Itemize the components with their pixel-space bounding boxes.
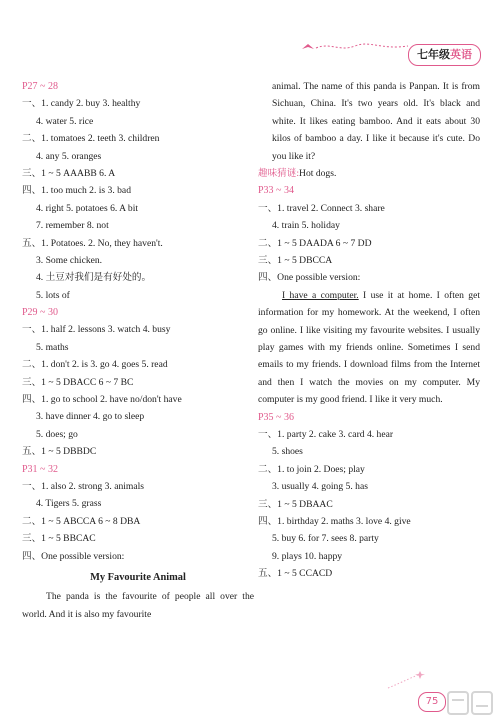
answer-line: 二、1 ~ 5 ABCCA 6 ~ 8 DBA xyxy=(22,515,141,527)
answer-line: 4. 土豆对我们是有好处的。 xyxy=(36,272,152,284)
answer-line: 三、1 ~ 5 DBCCA xyxy=(258,254,333,266)
answer-line: 4. Tigers 5. grass xyxy=(36,498,102,510)
badge-grade: 七年级 xyxy=(417,48,450,61)
section-ref-p33: P33 ~ 34 xyxy=(258,185,294,197)
badge-subject: 英语 xyxy=(450,48,472,61)
essay-paragraph-start: The panda is the favourite of people all over the world. And it is also my favourite xyxy=(22,591,254,620)
essay-paragraph-continued: animal. The name of this panda is Panpan. It is from Sichuan, China. It's two years old. It's black and white. It likes eating bamboo. And it eats about 30 kilos of bamboo a day. I like it because it's cute. Do you like it? xyxy=(272,81,480,162)
section-ref-p29: P29 ~ 30 xyxy=(22,307,58,319)
answer-line: 四、One possible version: xyxy=(258,272,361,284)
answer-line: 四、One possible version: xyxy=(22,550,125,562)
answer-line: 二、1. don't 2. is 3. go 4. goes 5. read xyxy=(22,359,168,371)
answer-line: 三、1 ~ 5 DBACC 6 ~ 7 BC xyxy=(22,376,134,388)
section-ref-p31: P31 ~ 32 xyxy=(22,463,58,475)
section-ref-p27: P27 ~ 28 xyxy=(22,81,58,92)
answer-line: 3. have dinner 4. go to sleep xyxy=(36,411,145,423)
answer-line: 五、1 ~ 5 DBBDC xyxy=(22,446,97,458)
answer-line: 四、1. birthday 2. maths 3. love 4. give xyxy=(258,515,411,527)
answer-line: 5. shoes xyxy=(272,446,303,458)
grade-subject-badge xyxy=(408,44,481,66)
essay2-first-sentence: I have a computer. xyxy=(282,289,359,301)
page-header xyxy=(0,0,500,70)
answer-line: 5. maths xyxy=(36,341,69,353)
right-column xyxy=(258,78,480,583)
essay-title: My Favourite Animal xyxy=(90,571,186,583)
section-ref-p35: P35 ~ 36 xyxy=(258,411,294,423)
watermark-logo-icon xyxy=(446,688,496,720)
answer-line: 二、1. tomatoes 2. teeth 3. children xyxy=(22,133,160,145)
answer-line: 五、1 ~ 5 CCACD xyxy=(258,568,333,580)
answer-line: 5. does; go xyxy=(36,428,78,440)
answer-line: 三、1 ~ 5 AAABB 6. A xyxy=(22,167,116,179)
sparkle-decoration-icon xyxy=(386,670,426,690)
answer-line: 5. lots of xyxy=(36,289,70,301)
riddle-answer xyxy=(258,165,480,182)
answer-line: 一、1. travel 2. Connect 3. share xyxy=(258,202,385,214)
answer-line: 四、1. too much 2. is 3. bad xyxy=(22,185,131,197)
answer-line: 4. train 5. holiday xyxy=(272,220,340,232)
page-number: 75 xyxy=(418,692,446,712)
answer-line: 3. Some chicken. xyxy=(36,254,103,266)
answer-line: 四、1. go to school 2. have no/don't have xyxy=(22,394,182,406)
decorative-dotted-line xyxy=(300,40,410,54)
answer-line: 3. usually 4. going 5. has xyxy=(272,481,368,493)
essay2-paragraph xyxy=(258,287,480,409)
answer-line: 三、1 ~ 5 BBCAC xyxy=(22,533,96,545)
answer-line: 三、1 ~ 5 DBAAC xyxy=(258,498,333,510)
answer-line: 一、1. candy 2. buy 3. healthy xyxy=(22,98,141,110)
answer-line: 二、1 ~ 5 DAADA 6 ~ 7 DD xyxy=(258,237,372,249)
essay2-rest: I use it at home. I often get information for my homework. At the weekend, I often go online. I like visiting my favourite websites. I usually play games with my friends online. Sometimes I send emails to my friends. I download films from the Internet and then I watch the movies on my computer. My computer is my good friend. I like it very much. xyxy=(258,289,480,406)
left-column xyxy=(22,78,254,623)
answer-line: 9. plays 10. happy xyxy=(272,550,343,562)
answer-line: 5. buy 6. for 7. sees 8. party xyxy=(272,533,379,545)
riddle-answer-text: Hot dogs. xyxy=(299,168,337,180)
riddle-label: 趣味猜谜: xyxy=(258,168,300,180)
answer-line: 一、1. party 2. cake 3. card 4. hear xyxy=(258,429,394,440)
answer-line: 五、1. Potatoes. 2. No, they haven't. xyxy=(22,237,163,249)
answer-line: 4. right 5. potatoes 6. A bit xyxy=(36,202,139,214)
answer-line: 二、1. to join 2. Does; play xyxy=(258,463,365,475)
answer-line: 一、1. half 2. lessons 3. watch 4. busy xyxy=(22,324,171,336)
answer-line: 4. water 5. rice xyxy=(36,115,94,127)
answer-line: 7. remember 8. not xyxy=(36,220,109,232)
answer-line: 一、1. also 2. strong 3. animals xyxy=(22,480,145,492)
answer-line: 4. any 5. oranges xyxy=(36,150,102,162)
